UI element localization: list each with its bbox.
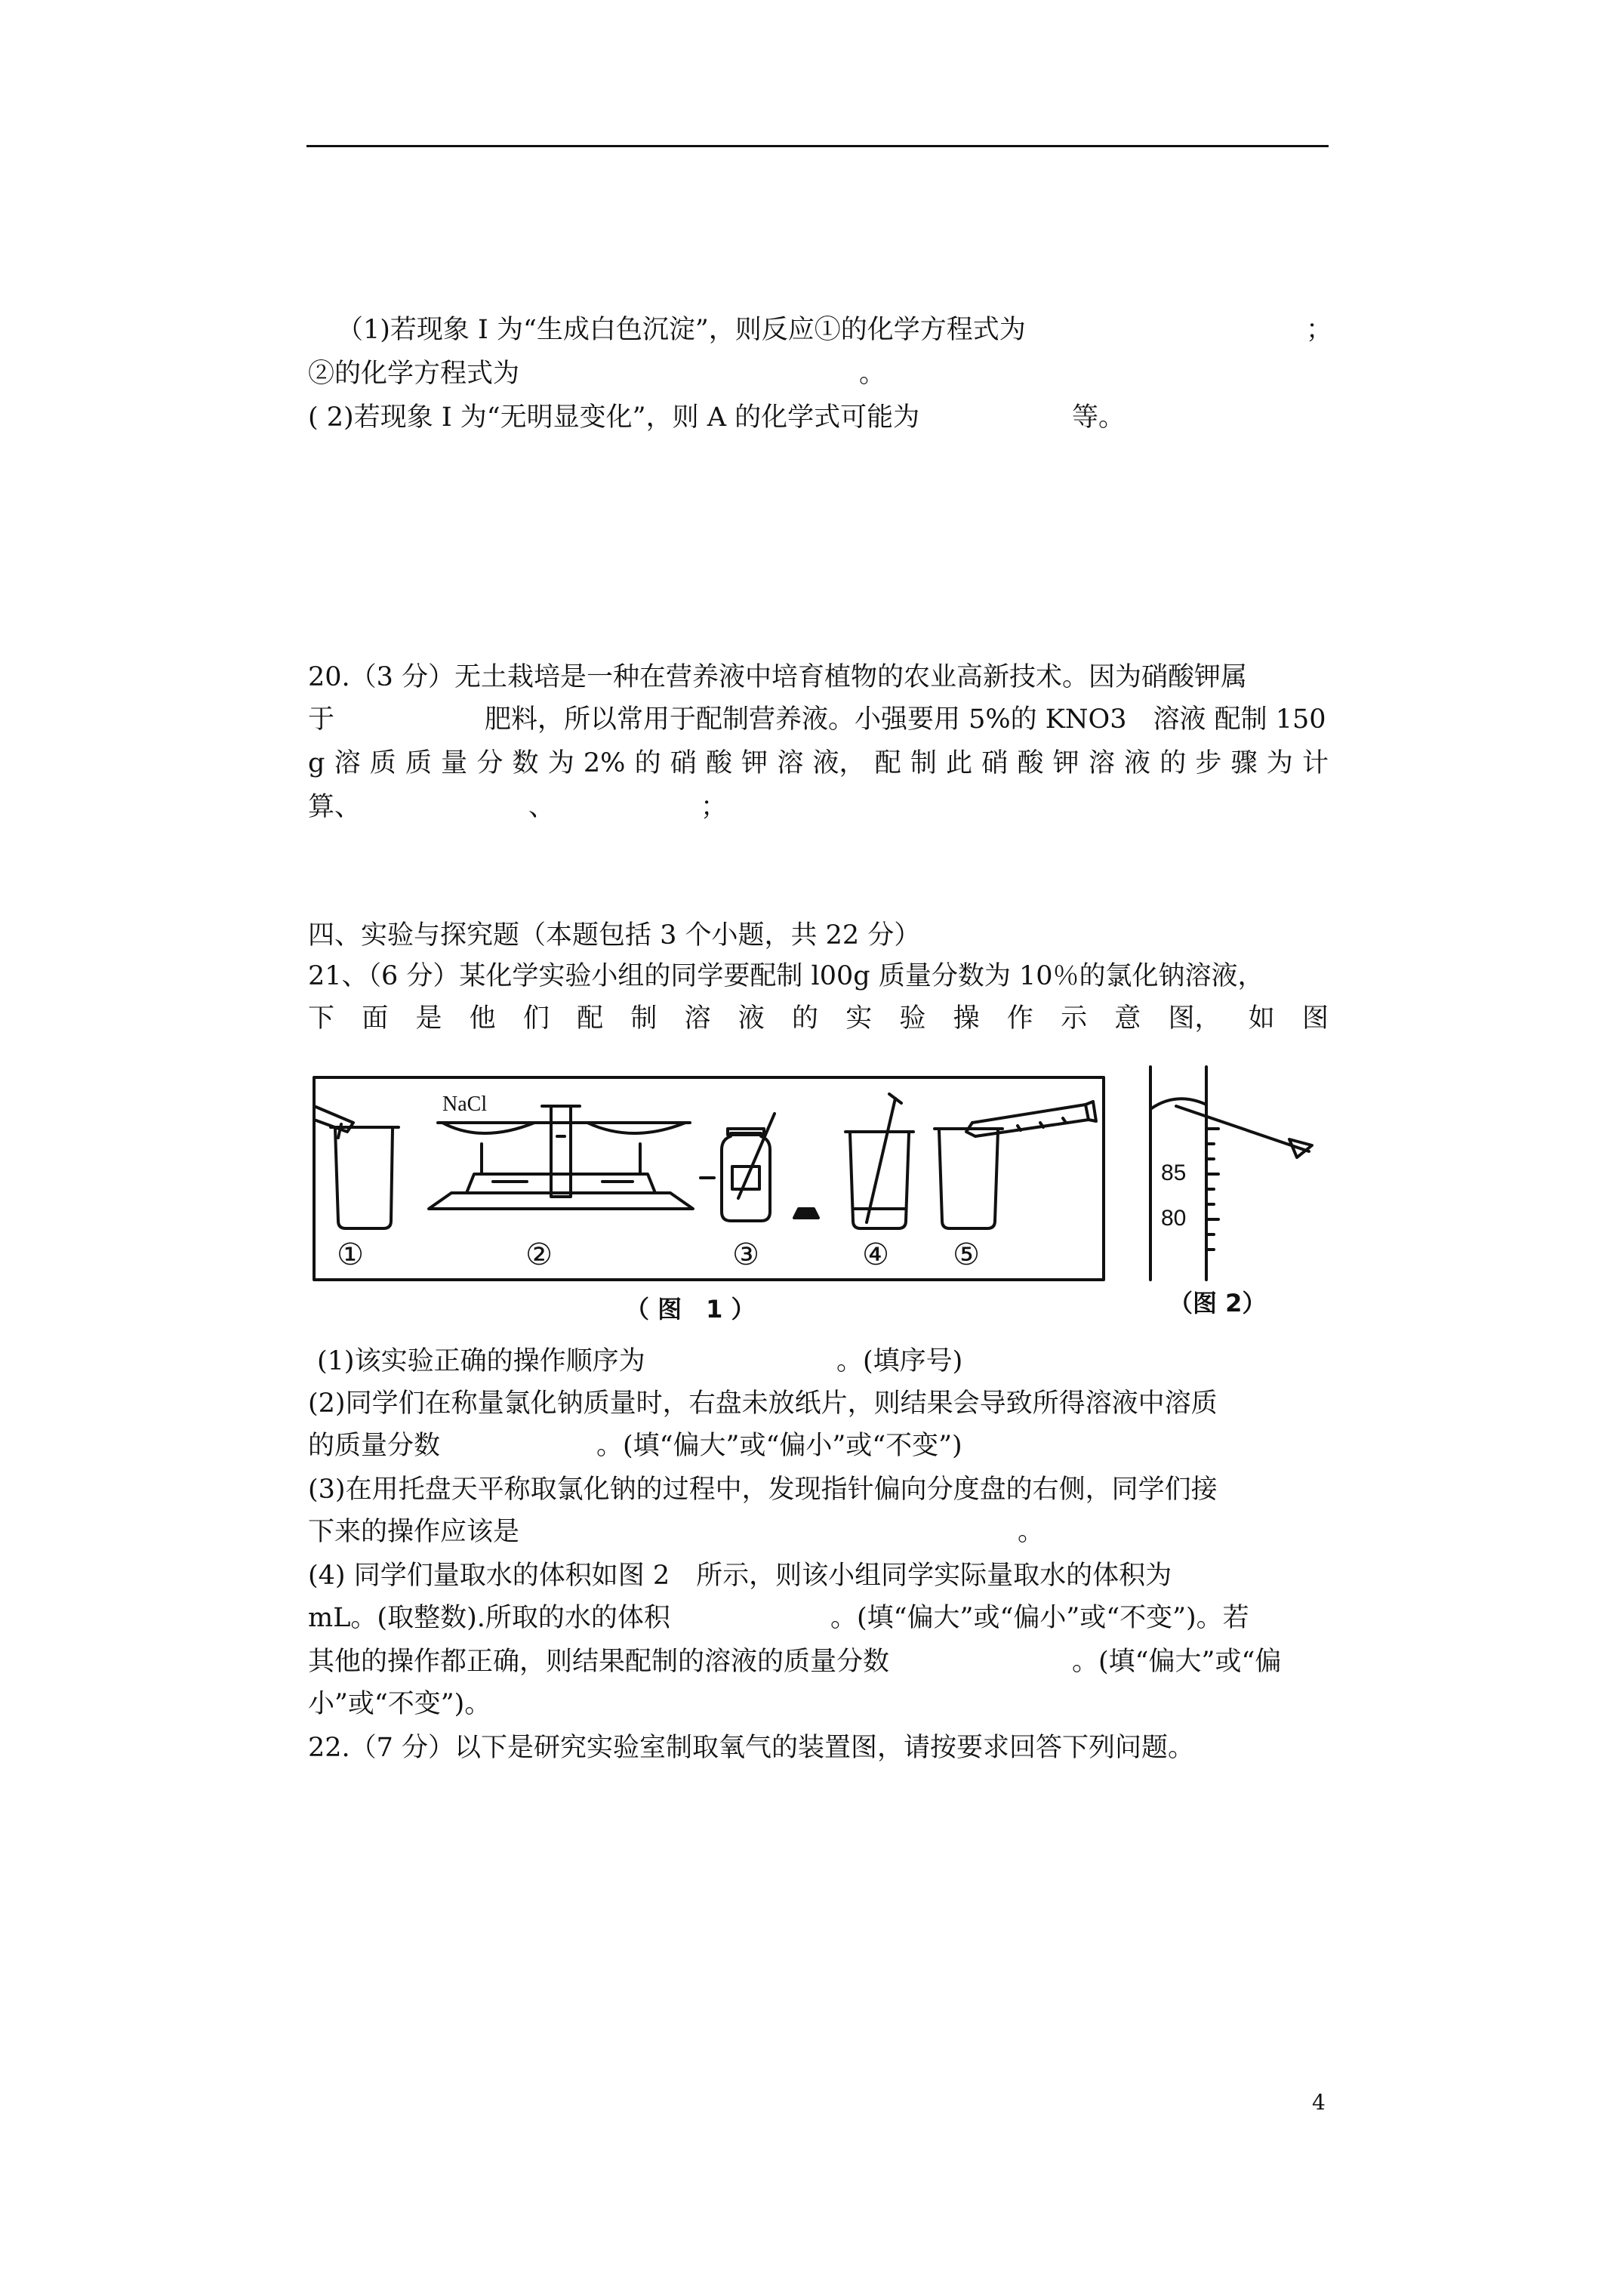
- q20-text-4c: ；: [701, 792, 728, 822]
- q21-sub3-text: (3)在用托盘天平称取氯化钠的过程中，发现指针偏向分度盘的右侧，同学们接: [308, 1475, 1218, 1505]
- q20-text-4b: 、: [528, 792, 556, 822]
- q21-line-2-token: 溶: [684, 1003, 711, 1034]
- q20-line-2a: [308, 701, 334, 738]
- q22-line: [308, 1729, 1194, 1767]
- q21-line-2-token: 面: [362, 1003, 389, 1034]
- q20-line-3: [308, 744, 1329, 782]
- q20-line-3-token: 溶: [1088, 748, 1115, 778]
- q21-sub2b-text: 的质量分数: [308, 1431, 441, 1461]
- q20-line-3-token: 硝: [670, 748, 697, 778]
- step-label-4: ④: [862, 1237, 889, 1272]
- q20-text-2b: 肥料，所以常用于配制营养液。小强要用 5%的 KNO3 溶液 配制 150: [485, 704, 1326, 735]
- q20-text-2a: 于: [308, 704, 335, 735]
- q20-text-4a: 算、: [308, 792, 362, 822]
- q21-line-2-token: 的: [791, 1003, 818, 1034]
- q19-part1-text: （1)若现象 I 为“生成白色沉淀”，则反应①的化学方程式为: [337, 315, 1026, 345]
- q19-line-3-end: [1072, 399, 1125, 436]
- q20-line-4c: [701, 788, 727, 826]
- q20-line-3-token: 配: [874, 748, 901, 778]
- q20-line-3-token: g: [308, 748, 325, 778]
- q21-sub3: [308, 1471, 1218, 1509]
- q21-sub4c-text: 其他的操作都正确，则结果配制的溶液的质量分数: [308, 1647, 890, 1677]
- q21-line-2-token: 们: [522, 1003, 550, 1034]
- q21-sub2-text: (2)同学们在称量氯化钠质量时，右盘未放纸片，则结果会导致所得溶液中溶质: [308, 1388, 1218, 1419]
- beaker-step-4: [845, 1094, 913, 1228]
- q22-text: 22.（7 分）以下是研究实验室制取氧气的装置图，请按要求回答下列问题。: [308, 1733, 1195, 1763]
- q21-sub4b-text: mL。(取整数).所取的水的体积: [308, 1603, 670, 1633]
- q20-line-3-token: 液，: [812, 748, 866, 778]
- q19-line-1: [337, 311, 1026, 349]
- q21-sub3b-text: 下来的操作应该是: [308, 1517, 520, 1547]
- q20-line-3-token: 钾: [741, 748, 768, 778]
- q20-line-3-token: 计: [1301, 748, 1329, 778]
- q21-sub3b: [308, 1513, 519, 1551]
- q20-line-3-token: 骤: [1230, 748, 1258, 778]
- q21-line-2-token: 他: [469, 1003, 496, 1034]
- q19-line-2-end: [859, 355, 885, 393]
- section-4-heading: [308, 917, 920, 954]
- q20-line-3-token: 步: [1195, 748, 1222, 778]
- q21-sub2: [308, 1385, 1218, 1422]
- q21-sub4b-end-text: 。(填“偏大”或“偏小”或“不变”)。若: [830, 1603, 1249, 1633]
- q21-sub1-text: (1)该实验正确的操作顺序为: [317, 1346, 645, 1376]
- q21-line-2-token: 图，: [1168, 1003, 1221, 1034]
- q20-line-3-token: 此: [946, 748, 973, 778]
- q20-line-3-token: 分: [476, 748, 504, 778]
- bottle-step-3: [722, 1114, 818, 1221]
- nacl-label: NaCl: [442, 1093, 488, 1116]
- q20-line-3-token: 溶: [777, 748, 804, 778]
- q19-part2-end: 。: [859, 359, 886, 389]
- section-4-text: 四、实验与探究题（本题包括 3 个小题，共 22 分）: [308, 920, 921, 951]
- q21-line-1: [308, 957, 1264, 995]
- q21-line-2-token: 是: [415, 1003, 442, 1034]
- q20-line-3-token: 钾: [1052, 748, 1079, 778]
- q20-line-4b: [528, 788, 555, 826]
- beaker-step-1: [314, 1106, 399, 1228]
- q21-line-2-token: 如: [1248, 1003, 1275, 1034]
- step-label-1: ①: [337, 1237, 364, 1272]
- q19-part3-end: 等。: [1072, 402, 1126, 433]
- q20-line-3-token: 的: [1160, 748, 1187, 778]
- q21-sub2b-end-text: 。(填“偏大”或“偏小”或“不变”): [596, 1431, 962, 1461]
- q21-sub4d-text: 小”或“不变”)。: [308, 1689, 491, 1719]
- tick-85: 85: [1161, 1160, 1187, 1185]
- q20-line-3-token: 制: [910, 748, 937, 778]
- q21-sub4: [308, 1557, 1172, 1595]
- q19-line-2: [308, 355, 519, 393]
- q19-part1-end: ；: [1306, 315, 1333, 345]
- q21-text-1: 21、（6 分）某化学实验小组的同学要配制 l00g 质量分数为 10％的氯化钠溶液，: [308, 961, 1264, 991]
- q20-line-3-token: 溶: [334, 748, 361, 778]
- q19-part3-text: ( 2)若现象 I 为“无明显变化”，则 A 的化学式可能为: [308, 402, 920, 433]
- q21-line-2-token: 实: [845, 1003, 873, 1034]
- q21-sub4-text: (4) 同学们量取水的体积如图 2 所示，则该小组同学实际量取水的体积为: [308, 1561, 1172, 1591]
- figure-2-caption: （图 2）: [1169, 1289, 1267, 1318]
- q21-line-2-token: 图: [1301, 1003, 1329, 1034]
- q20-line-3-token: 的: [634, 748, 661, 778]
- q21-line-2-token: 配: [577, 1003, 604, 1034]
- q20-line-1: [308, 658, 1247, 696]
- q21-sub1: [317, 1342, 645, 1380]
- step-label-3: ③: [732, 1237, 759, 1272]
- step-label-5: ⑤: [953, 1237, 980, 1272]
- q21-sub4c-end-text: 。(填“偏大”或“偏: [1072, 1647, 1282, 1677]
- q20-line-3-token: 量: [441, 748, 468, 778]
- step-label-2: ②: [525, 1237, 553, 1272]
- q19-line-3: [308, 399, 919, 436]
- q20-line-3-token: 2%: [583, 748, 626, 778]
- q21-sub2b-end: [596, 1427, 962, 1465]
- q21-sub4c: [308, 1643, 889, 1681]
- q20-line-3-token: 酸: [1017, 748, 1044, 778]
- header-rule: [306, 145, 1329, 147]
- q19-part2-text: ②的化学方程式为: [308, 359, 520, 389]
- q21-line-2-token: 意: [1114, 1003, 1141, 1034]
- q20-line-3-token: 数: [512, 748, 539, 778]
- q21-sub1-end: [836, 1342, 962, 1380]
- q21-sub4b-end: [830, 1599, 1249, 1637]
- q20-line-3-token: 为: [547, 748, 574, 778]
- q21-line-2-token: 操: [953, 1003, 980, 1034]
- q21-sub1-end-text: 。(填序号): [836, 1346, 963, 1376]
- q19-line-1-end: [1306, 311, 1332, 349]
- q21-sub4b: [308, 1599, 670, 1637]
- q21-sub3b-end: [1018, 1513, 1044, 1551]
- q21-line-2-token: 作: [1006, 1003, 1033, 1034]
- beaker-step-5: [935, 1102, 1096, 1228]
- q21-line-2-token: 下: [308, 1003, 335, 1034]
- q21-line-2-token: 液: [738, 1003, 765, 1034]
- q20-line-3-token: 质: [369, 748, 396, 778]
- q21-sub4c-end: [1072, 1643, 1281, 1681]
- q20-line-3-token: 质: [405, 748, 432, 778]
- experiment-figure: [308, 1061, 1335, 1333]
- q20-line-2b: [485, 701, 1326, 738]
- q21-sub3b-end-text: 。: [1018, 1517, 1045, 1547]
- q20-line-3-token: 液: [1124, 748, 1151, 778]
- q20-text-1: 20.（3 分）无土栽培是一种在营养液中培育植物的农业高新技术。因为硝酸钾属: [308, 662, 1248, 692]
- figure-1-caption: （ 图 1 ）: [625, 1295, 756, 1324]
- q20-line-3-token: 硝: [981, 748, 1009, 778]
- q21-line-2-token: 示: [1061, 1003, 1088, 1034]
- q20-line-3-token: 酸: [705, 748, 732, 778]
- q21-sub2b: [308, 1427, 440, 1465]
- balance-step-2: [429, 1106, 714, 1209]
- q20-line-4a: [308, 788, 361, 826]
- page-number: 4: [1312, 2090, 1326, 2115]
- tick-80: 80: [1161, 1206, 1187, 1231]
- q21-sub4d: [308, 1685, 491, 1723]
- q20-line-3-token: 为: [1266, 748, 1293, 778]
- q21-line-2: [308, 1000, 1329, 1037]
- q21-line-2-token: 验: [899, 1003, 926, 1034]
- q21-line-2-token: 制: [630, 1003, 658, 1034]
